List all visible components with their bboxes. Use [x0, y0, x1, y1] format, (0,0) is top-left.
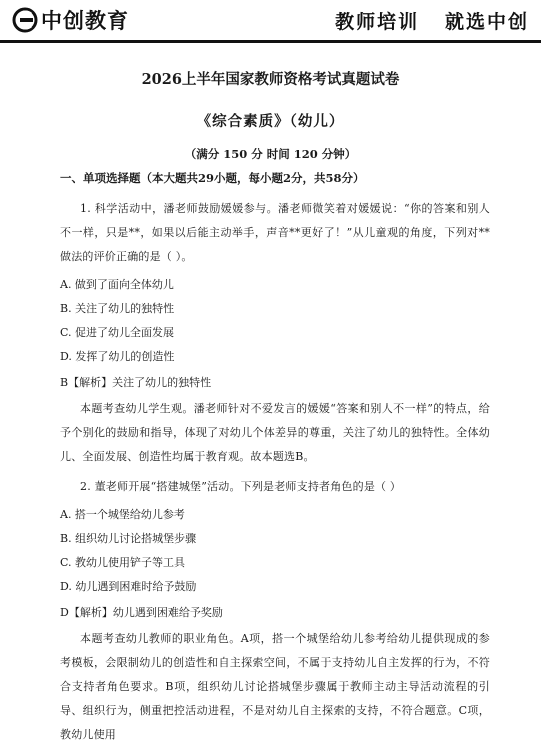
exam-subject: 《综合素质》（幼儿） — [196, 113, 345, 130]
question-2-analysis: 本题考查幼儿教师的职业角色。A项，搭一个城堡给幼儿参考给幼儿提供现成的参考模板，会限制幼儿的创造性和自主探索空间，不属于支持幼儿自主发挥的行为，不符合支持者角色要求。B项，组织幼儿讨论搭城堡步骤属于教师主动主导活动流程的引导、组织行为，侧重把控活动进程，不是对幼儿自主探索的支持，不符合题意。C项，教幼儿使用 — [60, 632, 490, 741]
exam-title: 2026上半年国家教师资格考试真题试卷 — [141, 71, 400, 88]
question-2-stem: 2. 董老师开展“搭建城堡”活动。下列是老师支持者角色的是（ ） — [80, 480, 402, 493]
question-1-option-d: D. 发挥了幼儿的创造性 — [60, 350, 175, 363]
question-1-option-b: B. 关注了幼儿的独特性 — [60, 302, 175, 315]
section-heading: 一、单项选择题（本大题共29小题，每小题2分，共58分） — [60, 171, 365, 185]
brand-logo — [12, 6, 129, 34]
question-2-option-b: B. 组织幼儿讨论搭城堡步骤 — [60, 532, 197, 545]
question-2-answer: D【解析】幼儿遇到困难给予奖励 — [60, 606, 223, 619]
page-header — [0, 0, 541, 40]
brand-name: 中创教育 — [41, 9, 129, 33]
exam-score-time: （满分 150 分 时间 120 分钟） — [184, 147, 357, 161]
document-body — [60, 170, 490, 747]
question-1-analysis: 本题考查幼儿学生观。潘老师针对不爱发言的媛媛“答案和别人不一样”的特点，给予个别化的鼓励和指导，体现了对幼儿个体差异的尊重，关注了幼儿的独特性。全体幼儿、全面发展、创造性均属于教育观。故本题选B。 — [60, 402, 490, 463]
header-slogan: 教师培训 就选中创 — [335, 11, 529, 33]
brand-logo-icon — [12, 7, 38, 33]
question-1-stem: 1. 科学活动中，潘老师鼓励媛媛参与。潘老师微笑着对媛媛说：“你的答案和别人不一样，只是**，如果以后能主动举手，声音**更好了！”从儿童观的角度，下列对**做法的评价正确的是（ ）。 — [60, 202, 490, 263]
question-2-option-d: D. 幼儿遇到困难时给予鼓励 — [60, 580, 197, 593]
question-2-option-c: C. 教幼儿使用铲子等工具 — [60, 556, 186, 569]
question-1-answer: B【解析】关注了幼儿的独特性 — [60, 376, 212, 389]
question-2-option-a: A. 搭一个城堡给幼儿参考 — [60, 508, 185, 521]
header-divider — [0, 40, 541, 43]
question-1-option-a: A. 做到了面向全体幼儿 — [60, 278, 174, 291]
question-1-option-c: C. 促进了幼儿全面发展 — [60, 326, 175, 339]
